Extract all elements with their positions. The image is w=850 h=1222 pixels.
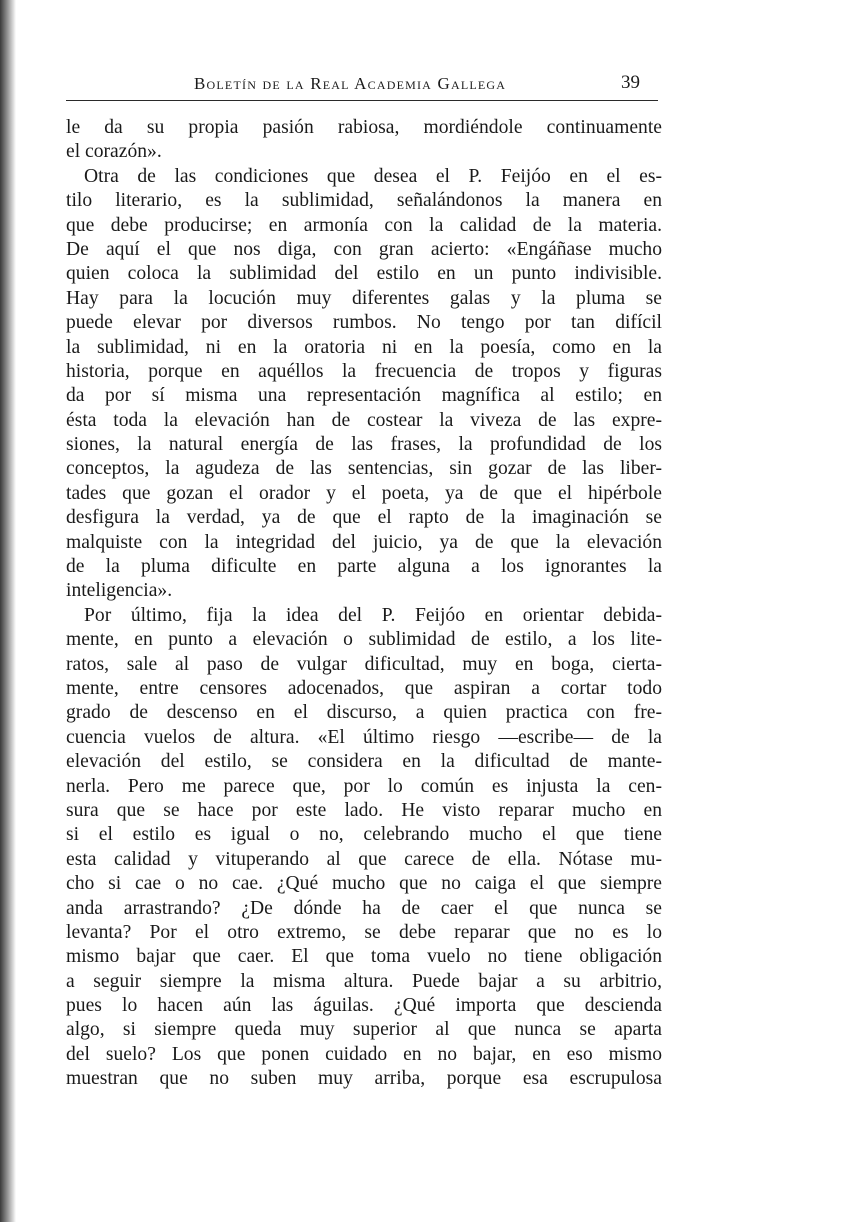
text-line: esta calidad y vituperando al que carece de ella. Nótase mu- xyxy=(66,848,662,870)
text-line: ésta toda la elevación han de costear la viveza de las expre- xyxy=(66,409,662,431)
text-line: ratos, sale al paso de vulgar dificultad, muy en boga, cierta- xyxy=(66,653,662,675)
text-line: mismo bajar que caer. El que toma vuelo no tiene obligación xyxy=(66,946,662,968)
text-line: elevación del estilo, se considera en la dificultad de mante- xyxy=(66,751,662,773)
body-text xyxy=(66,116,662,1092)
text-line: desfigura la verdad, ya de que el rapto de la imaginación se xyxy=(66,507,662,529)
text-line: siones, la natural energía de las frases, la profundidad de los xyxy=(66,434,662,456)
text-line: anda arrastrando? ¿De dónde ha de caer el que nunca se xyxy=(66,897,662,919)
text-line: da por sí misma una representación magnífica al estilo; en xyxy=(66,385,662,407)
text-line: de la pluma dificulte en parte alguna a los ignorantes la xyxy=(66,556,662,578)
text-line: quien coloca la sublimidad del estilo en un punto indivisible. xyxy=(66,263,662,285)
text-line: la sublimidad, ni en la oratoria ni en la poesía, como en la xyxy=(66,336,662,358)
text-line: sura que se hace por este lado. He visto reparar mucho en xyxy=(66,799,662,821)
page-header xyxy=(66,66,658,101)
text-line: De aquí el que nos diga, con gran acierto: «Engáñase mucho xyxy=(66,238,662,260)
text-line: conceptos, la agudeza de las sentencias, sin gozar de las liber- xyxy=(66,458,662,480)
text-line: grado de descenso en el discurso, a quien practica con fre- xyxy=(66,702,662,724)
page-number: 39 xyxy=(621,72,640,93)
text-line: cuencia vuelos de altura. «El último riesgo —escribe— de la xyxy=(66,726,662,748)
text-line: Hay para la locución muy diferentes galas y la pluma se xyxy=(66,287,662,309)
text-line: levanta? Por el otro extremo, se debe reparar que no es lo xyxy=(66,921,662,943)
text-line: nerla. Pero me parece que, por lo común es injusta la cen- xyxy=(66,775,662,797)
text-line: le da su propia pasión rabiosa, mordiéndole continuamente xyxy=(66,117,662,138)
text-line: a seguir siempre la misma altura. Puede bajar a su arbitrio, xyxy=(66,970,662,992)
text-line: tades que gozan el orador y el poeta, ya de que el hipérbole xyxy=(66,482,662,504)
text-line: si el estilo es igual o no, celebrando mucho el que tiene xyxy=(66,824,662,846)
text-line: del suelo? Los que ponen cuidado en no bajar, en eso mismo xyxy=(66,1043,662,1065)
running-head: Boletín de la Real Academia Gallega xyxy=(194,74,507,93)
text-line: inteligencia». xyxy=(66,580,173,602)
text-line: algo, si siempre queda muy superior al que nunca se aparta xyxy=(66,1019,662,1041)
text-line: muestran que no suben muy arriba, porque esa escrupulosa xyxy=(66,1068,662,1090)
page-binding-edge xyxy=(0,0,16,1222)
text-line: que debe producirse; en armonía con la calidad de la materia. xyxy=(66,214,662,236)
text-line: tilo literario, es la sublimidad, señalándonos la manera en xyxy=(66,190,662,212)
text-line: historia, porque en aquéllos la frecuencia de tropos y figuras xyxy=(66,360,662,382)
text-line: pues lo hacen aún las águilas. ¿Qué importa que descienda xyxy=(66,995,662,1017)
text-line: puede elevar por diversos rumbos. No tengo por tan difícil xyxy=(66,312,662,334)
text-line: malquiste con la integridad del juicio, ya de que la elevación xyxy=(66,531,662,553)
text-line: mente, entre censores adocenados, que aspiran a cortar todo xyxy=(66,677,662,699)
text-line: cho si cae o no cae. ¿Qué mucho que no caiga el que siempre xyxy=(66,873,662,895)
paragraph-start-line: Otra de las condiciones que desea el P. Feijóo en el es- xyxy=(84,165,662,187)
text-line: mente, en punto a elevación o sublimidad de estilo, a los lite- xyxy=(66,629,662,651)
paragraph-start-line: Por último, fija la idea del P. Feijóo en orientar debida- xyxy=(84,604,662,626)
text-line: el corazón». xyxy=(66,141,162,163)
